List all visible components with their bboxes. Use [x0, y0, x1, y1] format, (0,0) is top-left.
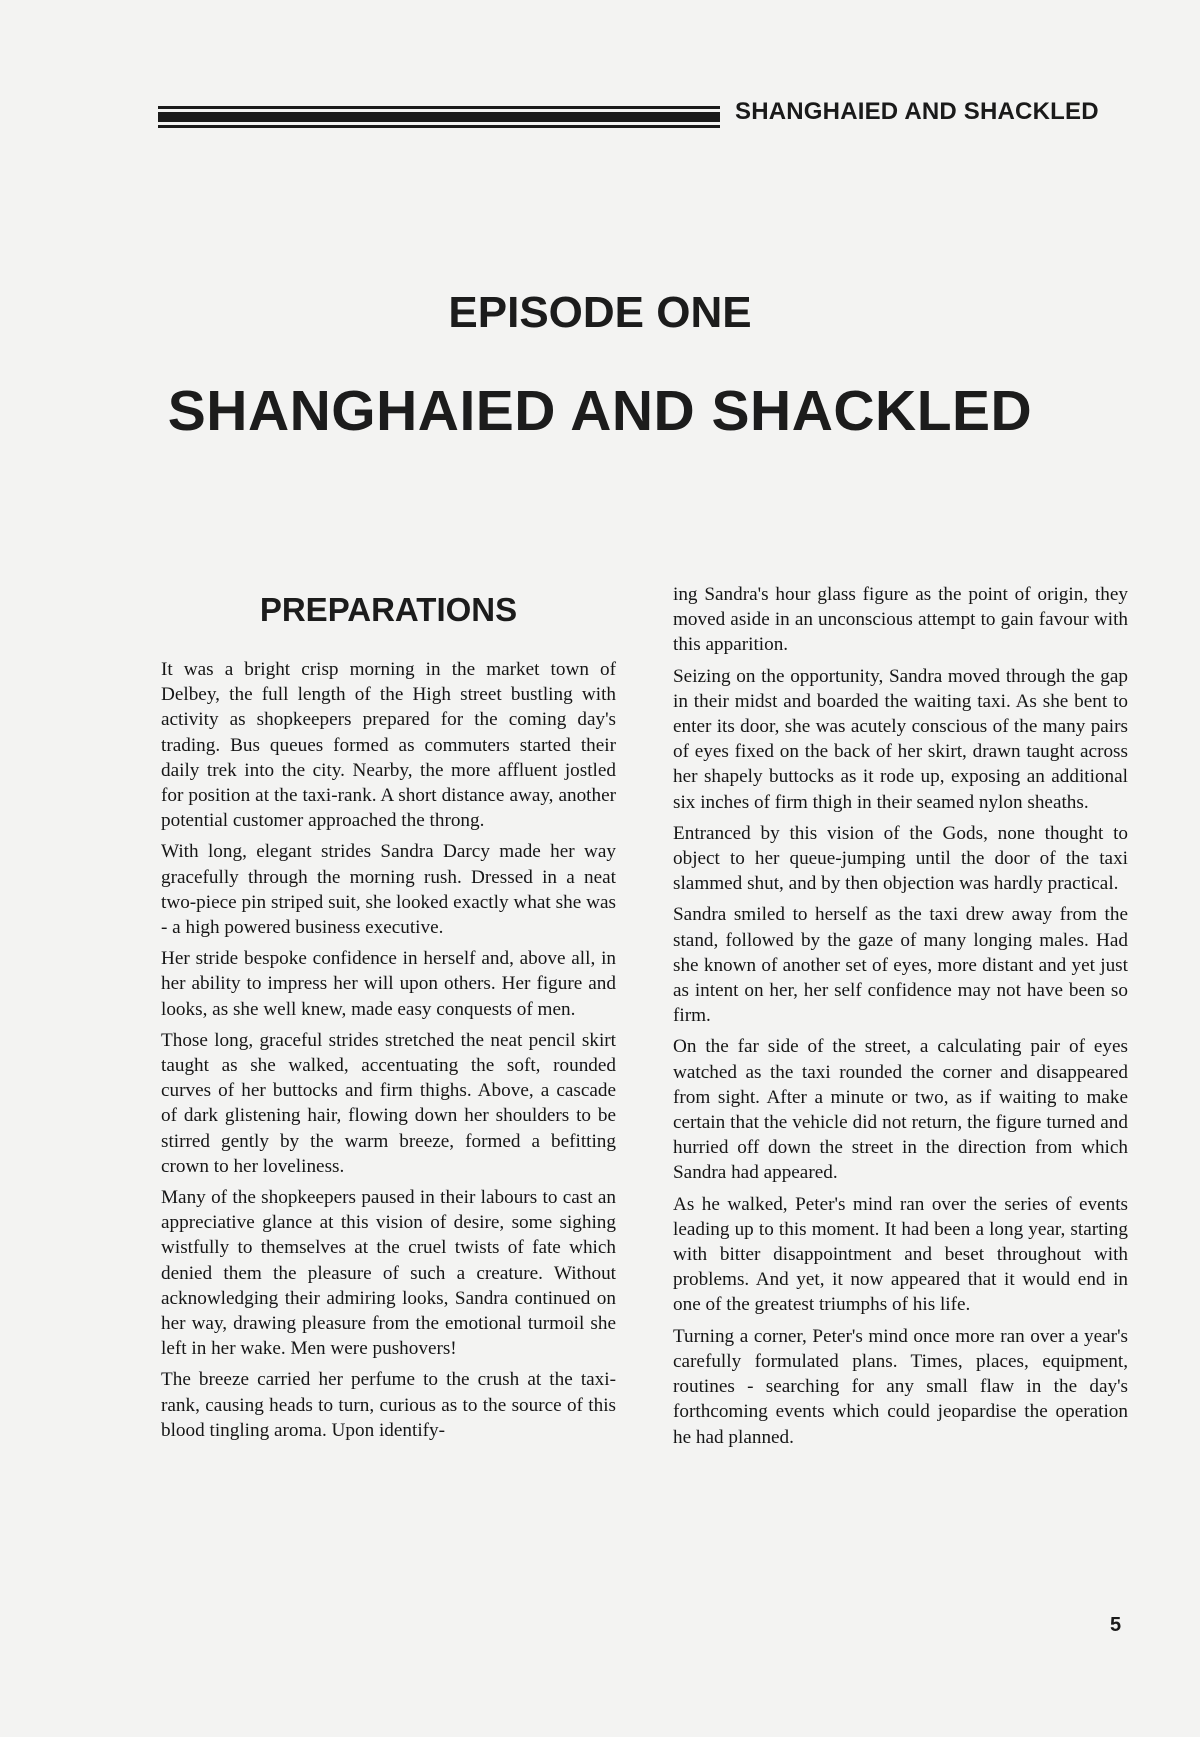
paragraph: Turning a corner, Peter's mind once more ran over a year's carefully formulated plans. Times, places, equipment, routines - searching for any small flaw in the day's forthcoming events which could jeopardise the operation he had planned. — [673, 1325, 1128, 1448]
right-column — [673, 582, 1128, 1456]
header-rule-thick — [158, 112, 720, 122]
paragraph: Those long, graceful strides stretched the neat pencil skirt taught as she walked, accentuating the soft, rounded curves of her buttocks and firm thighs. Above, a cascade of dark glistening hair, flowing down her shoulders to be stirred gently by the warm breeze, formed a befitting crown to her loveliness. — [161, 1029, 616, 1177]
paragraph: As he walked, Peter's mind ran over the series of events leading up to this moment. It had been a long year, starting with bitter disappointment and beset throughout with problems. And yet, it now appeared that it would end in one of the greatest triumphs of his life. — [673, 1193, 1128, 1316]
header-rule-decoration — [158, 106, 720, 128]
chapter-title: SHANGHAIED AND SHACKLED — [167, 379, 1033, 443]
paragraph: It was a bright crisp morning in the market town of Delbey, the full length of the High street bustling with activity as shopkeepers prepared for the coming day's trading. Bus queues formed as commuters started their daily trek into the city. Nearby, the more affluent jostled for position at the taxi-rank. A short distance away, another potential customer approached the throng. — [161, 659, 616, 832]
running-header-title: SHANGHAIED AND SHACKLED — [735, 98, 1099, 125]
running-header — [158, 98, 1128, 134]
paragraph: On the far side of the street, a calculating pair of eyes watched as the taxi rounded the corner and disappeared from sight. After a minute or two, as if waiting to make certain that the vehicle did not return, the figure turned and hurried off down the street in the direction from which Sandra had appeared. — [673, 1036, 1128, 1184]
header-rule-thin-top — [158, 106, 720, 109]
paragraph: With long, elegant strides Sandra Darcy made her way gracefully through the morning rush. Dressed in a neat two-piece pin striped suit, she looked exactly what she was - a high powered business executive. — [161, 841, 616, 939]
left-column — [161, 582, 616, 1449]
header-rule-thin-bottom — [158, 125, 720, 128]
episode-label: EPISODE ONE — [448, 288, 752, 337]
page-number: 5 — [1110, 1614, 1122, 1636]
paragraph: ing Sandra's hour glass figure as the point of origin, they moved aside in an unconscious attempt to gain favour with this apparition. — [673, 584, 1128, 656]
paragraph: Sandra smiled to herself as the taxi drew away from the stand, followed by the gaze of many longing males. Had she known of another set of eyes, more distant and yet just as intent on her, her self confidence may not have been so firm. — [673, 904, 1128, 1027]
paragraph: Seizing on the opportunity, Sandra moved through the gap in their midst and boarded the waiting taxi. As she bent to enter its door, she was acutely conscious of the many pairs of eyes fixed on the back of her skirt, drawn taught across her shapely buttocks as it rode up, exposing an additional six inches of firm thigh in their seamed nylon sheaths. — [673, 665, 1128, 813]
paragraph: Her stride bespoke confidence in herself and, above all, in her ability to impress her will upon others. Her figure and looks, as she well knew, made easy conquests of men. — [161, 948, 616, 1020]
paragraph: Many of the shopkeepers paused in their labours to cast an appreciative glance at this vision of desire, some sighing wistfully to themselves at the cruel twists of fate which denied them the pleasure of such a creature. Without acknowledging their admiring looks, Sandra continued on her way, drawing pleasure from the emotional turmoil she left in her wake. Men were pushovers! — [161, 1187, 616, 1360]
paragraph: Entranced by this vision of the Gods, none thought to object to her queue-jumping until the door of the taxi slammed shut, and by then objection was hardly practical. — [673, 822, 1128, 895]
section-heading: PREPARATIONS — [259, 591, 518, 628]
paragraph: The breeze carried her perfume to the crush at the taxi-rank, causing heads to turn, curious as to the source of this blood tingling aroma. Upon identify- — [161, 1369, 616, 1441]
